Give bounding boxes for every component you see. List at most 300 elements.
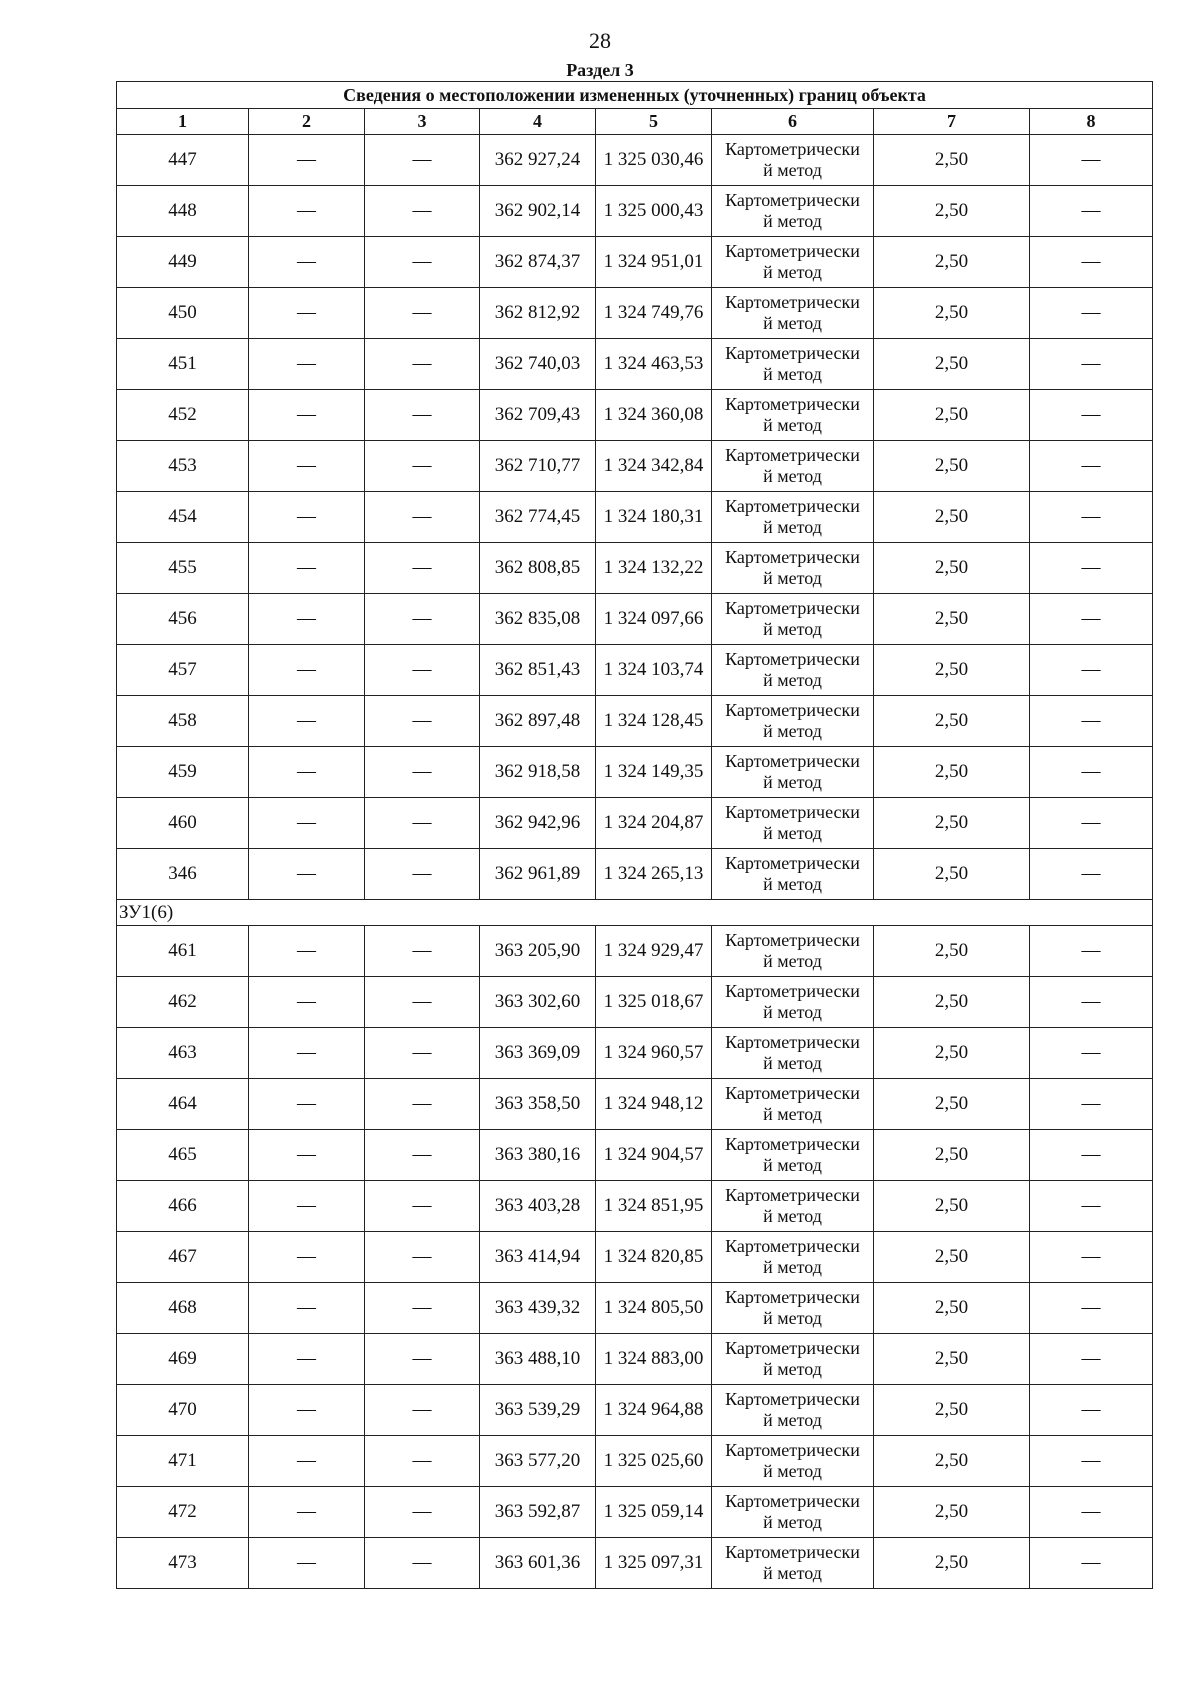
y-coordinate-cell: 1 324 149,35 xyxy=(596,747,712,798)
method-line: й метод xyxy=(763,517,822,537)
method-line: Картометрически xyxy=(725,1287,860,1307)
point-number-cell: 453 xyxy=(117,441,249,492)
y-coordinate-cell: 1 325 000,43 xyxy=(596,186,712,237)
table-row xyxy=(117,492,1153,543)
method-line: Картометрически xyxy=(725,343,860,363)
x-coordinate-cell: 363 369,09 xyxy=(480,1028,596,1079)
x-coordinate-cell: 362 835,08 xyxy=(480,594,596,645)
column-3-cell: — xyxy=(365,645,480,696)
method-line: Картометрически xyxy=(725,496,860,516)
table-row xyxy=(117,186,1153,237)
method-cell xyxy=(712,977,874,1028)
column-2-cell: — xyxy=(249,543,365,594)
accuracy-cell: 2,50 xyxy=(874,1232,1030,1283)
point-number-cell: 471 xyxy=(117,1436,249,1487)
method-line: й метод xyxy=(763,1206,822,1226)
accuracy-cell: 2,50 xyxy=(874,645,1030,696)
column-8-cell: — xyxy=(1030,1487,1153,1538)
method-line: Картометрически xyxy=(725,1491,860,1511)
method-line: й метод xyxy=(763,1410,822,1430)
column-8-cell: — xyxy=(1030,237,1153,288)
accuracy-cell: 2,50 xyxy=(874,543,1030,594)
method-line: Картометрически xyxy=(725,1134,860,1154)
method-cell xyxy=(712,135,874,186)
x-coordinate-cell: 362 710,77 xyxy=(480,441,596,492)
method-line: Картометрически xyxy=(725,241,860,261)
method-line: Картометрически xyxy=(725,547,860,567)
column-3-cell: — xyxy=(365,1538,480,1589)
x-coordinate-cell: 362 851,43 xyxy=(480,645,596,696)
table-row xyxy=(117,645,1153,696)
column-8-cell: — xyxy=(1030,926,1153,977)
column-header: 4 xyxy=(480,109,596,135)
table-row xyxy=(117,1283,1153,1334)
method-cell xyxy=(712,849,874,900)
column-8-cell: — xyxy=(1030,977,1153,1028)
accuracy-cell: 2,50 xyxy=(874,926,1030,977)
method-line: й метод xyxy=(763,262,822,282)
point-number-cell: 456 xyxy=(117,594,249,645)
method-line: й метод xyxy=(763,211,822,231)
table-row xyxy=(117,543,1153,594)
point-number-cell: 469 xyxy=(117,1334,249,1385)
method-line: й метод xyxy=(763,1053,822,1073)
method-cell xyxy=(712,747,874,798)
y-coordinate-cell: 1 324 851,95 xyxy=(596,1181,712,1232)
column-2-cell: — xyxy=(249,1028,365,1079)
accuracy-cell: 2,50 xyxy=(874,1130,1030,1181)
method-line: Картометрически xyxy=(725,700,860,720)
column-header: 7 xyxy=(874,109,1030,135)
column-3-cell: — xyxy=(365,1385,480,1436)
column-3-cell: — xyxy=(365,288,480,339)
column-header-row xyxy=(117,109,1153,135)
method-cell xyxy=(712,1385,874,1436)
method-line: Картометрически xyxy=(725,394,860,414)
column-8-cell: — xyxy=(1030,1028,1153,1079)
method-line: й метод xyxy=(763,772,822,792)
accuracy-cell: 2,50 xyxy=(874,186,1030,237)
column-3-cell: — xyxy=(365,1028,480,1079)
table-row xyxy=(117,747,1153,798)
accuracy-cell: 2,50 xyxy=(874,1283,1030,1334)
point-number-cell: 450 xyxy=(117,288,249,339)
y-coordinate-cell: 1 324 749,76 xyxy=(596,288,712,339)
method-line: Картометрически xyxy=(725,1440,860,1460)
column-2-cell: — xyxy=(249,798,365,849)
x-coordinate-cell: 362 927,24 xyxy=(480,135,596,186)
x-coordinate-cell: 362 961,89 xyxy=(480,849,596,900)
point-number-cell: 470 xyxy=(117,1385,249,1436)
point-number-cell: 468 xyxy=(117,1283,249,1334)
column-3-cell: — xyxy=(365,543,480,594)
accuracy-cell: 2,50 xyxy=(874,1436,1030,1487)
x-coordinate-cell: 362 709,43 xyxy=(480,390,596,441)
group-label: ЗУ1(6) xyxy=(117,900,1153,926)
y-coordinate-cell: 1 324 463,53 xyxy=(596,339,712,390)
method-line: Картометрически xyxy=(725,139,860,159)
point-number-cell: 346 xyxy=(117,849,249,900)
column-8-cell: — xyxy=(1030,492,1153,543)
table-row xyxy=(117,926,1153,977)
accuracy-cell: 2,50 xyxy=(874,594,1030,645)
x-coordinate-cell: 362 774,45 xyxy=(480,492,596,543)
column-2-cell: — xyxy=(249,1130,365,1181)
column-3-cell: — xyxy=(365,1487,480,1538)
method-cell xyxy=(712,543,874,594)
point-number-cell: 458 xyxy=(117,696,249,747)
method-cell xyxy=(712,492,874,543)
accuracy-cell: 2,50 xyxy=(874,1028,1030,1079)
table-body xyxy=(117,82,1153,1589)
column-8-cell: — xyxy=(1030,441,1153,492)
method-line: й метод xyxy=(763,1512,822,1532)
method-cell xyxy=(712,1130,874,1181)
column-8-cell: — xyxy=(1030,1334,1153,1385)
column-8-cell: — xyxy=(1030,645,1153,696)
method-line: Картометрически xyxy=(725,1338,860,1358)
point-number-cell: 448 xyxy=(117,186,249,237)
y-coordinate-cell: 1 325 097,31 xyxy=(596,1538,712,1589)
column-8-cell: — xyxy=(1030,1385,1153,1436)
column-3-cell: — xyxy=(365,977,480,1028)
method-line: Картометрически xyxy=(725,292,860,312)
column-3-cell: — xyxy=(365,1283,480,1334)
method-line: й метод xyxy=(763,568,822,588)
method-cell xyxy=(712,441,874,492)
column-8-cell: — xyxy=(1030,288,1153,339)
method-cell xyxy=(712,1079,874,1130)
column-8-cell: — xyxy=(1030,1130,1153,1181)
column-3-cell: — xyxy=(365,186,480,237)
column-8-cell: — xyxy=(1030,1538,1153,1589)
accuracy-cell: 2,50 xyxy=(874,441,1030,492)
table-row xyxy=(117,1232,1153,1283)
method-cell xyxy=(712,696,874,747)
table-caption: Сведения о местоположении измененных (уточненных) границ объекта xyxy=(117,82,1153,109)
point-number-cell: 463 xyxy=(117,1028,249,1079)
section-title: Раздел 3 xyxy=(566,60,634,80)
y-coordinate-cell: 1 325 025,60 xyxy=(596,1436,712,1487)
y-coordinate-cell: 1 325 018,67 xyxy=(596,977,712,1028)
column-3-cell: — xyxy=(365,492,480,543)
method-line: й метод xyxy=(763,313,822,333)
column-2-cell: — xyxy=(249,237,365,288)
x-coordinate-cell: 363 488,10 xyxy=(480,1334,596,1385)
column-header: 5 xyxy=(596,109,712,135)
column-2-cell: — xyxy=(249,1385,365,1436)
point-number-cell: 460 xyxy=(117,798,249,849)
column-header: 3 xyxy=(365,109,480,135)
accuracy-cell: 2,50 xyxy=(874,1079,1030,1130)
y-coordinate-cell: 1 324 964,88 xyxy=(596,1385,712,1436)
y-coordinate-cell: 1 324 265,13 xyxy=(596,849,712,900)
group-label-row xyxy=(117,900,1153,926)
table-row xyxy=(117,288,1153,339)
x-coordinate-cell: 362 874,37 xyxy=(480,237,596,288)
method-line: й метод xyxy=(763,823,822,843)
table-row xyxy=(117,237,1153,288)
column-3-cell: — xyxy=(365,237,480,288)
table-row xyxy=(117,1079,1153,1130)
table-row xyxy=(117,594,1153,645)
method-line: Картометрически xyxy=(725,930,860,950)
method-line: й метод xyxy=(763,1155,822,1175)
y-coordinate-cell: 1 324 128,45 xyxy=(596,696,712,747)
column-3-cell: — xyxy=(365,390,480,441)
column-8-cell: — xyxy=(1030,747,1153,798)
accuracy-cell: 2,50 xyxy=(874,1385,1030,1436)
point-number-cell: 472 xyxy=(117,1487,249,1538)
table-row xyxy=(117,696,1153,747)
accuracy-cell: 2,50 xyxy=(874,339,1030,390)
point-number-cell: 449 xyxy=(117,237,249,288)
column-header: 8 xyxy=(1030,109,1153,135)
column-2-cell: — xyxy=(249,288,365,339)
column-3-cell: — xyxy=(365,594,480,645)
column-header: 1 xyxy=(117,109,249,135)
column-header: 2 xyxy=(249,109,365,135)
table-row xyxy=(117,1130,1153,1181)
x-coordinate-cell: 363 601,36 xyxy=(480,1538,596,1589)
method-line: Картометрически xyxy=(725,445,860,465)
column-8-cell: — xyxy=(1030,1436,1153,1487)
column-8-cell: — xyxy=(1030,543,1153,594)
x-coordinate-cell: 363 577,20 xyxy=(480,1436,596,1487)
point-number-cell: 452 xyxy=(117,390,249,441)
table-row xyxy=(117,1181,1153,1232)
column-8-cell: — xyxy=(1030,1232,1153,1283)
table-row xyxy=(117,977,1153,1028)
accuracy-cell: 2,50 xyxy=(874,237,1030,288)
x-coordinate-cell: 362 897,48 xyxy=(480,696,596,747)
method-line: й метод xyxy=(763,1563,822,1583)
accuracy-cell: 2,50 xyxy=(874,492,1030,543)
column-2-cell: — xyxy=(249,645,365,696)
method-cell xyxy=(712,339,874,390)
method-line: й метод xyxy=(763,1461,822,1481)
method-cell xyxy=(712,1028,874,1079)
column-8-cell: — xyxy=(1030,186,1153,237)
method-cell xyxy=(712,1334,874,1385)
method-cell xyxy=(712,1538,874,1589)
column-2-cell: — xyxy=(249,594,365,645)
table-row xyxy=(117,441,1153,492)
method-line: Картометрически xyxy=(725,802,860,822)
method-cell xyxy=(712,798,874,849)
x-coordinate-cell: 362 740,03 xyxy=(480,339,596,390)
method-cell xyxy=(712,645,874,696)
x-coordinate-cell: 362 942,96 xyxy=(480,798,596,849)
x-coordinate-cell: 363 380,16 xyxy=(480,1130,596,1181)
method-line: й метод xyxy=(763,951,822,971)
point-number-cell: 447 xyxy=(117,135,249,186)
column-8-cell: — xyxy=(1030,135,1153,186)
coordinates-table xyxy=(116,81,1153,1589)
column-2-cell: — xyxy=(249,441,365,492)
column-2-cell: — xyxy=(249,390,365,441)
y-coordinate-cell: 1 324 904,57 xyxy=(596,1130,712,1181)
x-coordinate-cell: 363 403,28 xyxy=(480,1181,596,1232)
column-2-cell: — xyxy=(249,1181,365,1232)
column-3-cell: — xyxy=(365,1334,480,1385)
method-line: Картометрически xyxy=(725,1542,860,1562)
column-8-cell: — xyxy=(1030,1079,1153,1130)
accuracy-cell: 2,50 xyxy=(874,1487,1030,1538)
column-8-cell: — xyxy=(1030,849,1153,900)
x-coordinate-cell: 362 808,85 xyxy=(480,543,596,594)
column-3-cell: — xyxy=(365,1436,480,1487)
column-3-cell: — xyxy=(365,1079,480,1130)
column-2-cell: — xyxy=(249,135,365,186)
table-row xyxy=(117,1538,1153,1589)
page-number: 28 xyxy=(589,28,611,53)
y-coordinate-cell: 1 324 805,50 xyxy=(596,1283,712,1334)
method-line: Картометрически xyxy=(725,1185,860,1205)
point-number-cell: 451 xyxy=(117,339,249,390)
method-line: й метод xyxy=(763,619,822,639)
column-3-cell: — xyxy=(365,747,480,798)
accuracy-cell: 2,50 xyxy=(874,288,1030,339)
method-line: Картометрически xyxy=(725,1083,860,1103)
column-2-cell: — xyxy=(249,926,365,977)
table-row xyxy=(117,1028,1153,1079)
y-coordinate-cell: 1 324 360,08 xyxy=(596,390,712,441)
method-cell xyxy=(712,926,874,977)
column-8-cell: — xyxy=(1030,339,1153,390)
method-cell xyxy=(712,186,874,237)
column-3-cell: — xyxy=(365,441,480,492)
y-coordinate-cell: 1 324 342,84 xyxy=(596,441,712,492)
table-row xyxy=(117,135,1153,186)
column-2-cell: — xyxy=(249,747,365,798)
y-coordinate-cell: 1 324 820,85 xyxy=(596,1232,712,1283)
method-cell xyxy=(712,1283,874,1334)
point-number-cell: 465 xyxy=(117,1130,249,1181)
table-row xyxy=(117,390,1153,441)
method-cell xyxy=(712,594,874,645)
point-number-cell: 457 xyxy=(117,645,249,696)
method-line: й метод xyxy=(763,1308,822,1328)
column-3-cell: — xyxy=(365,135,480,186)
column-2-cell: — xyxy=(249,1436,365,1487)
method-line: й метод xyxy=(763,721,822,741)
y-coordinate-cell: 1 324 951,01 xyxy=(596,237,712,288)
method-line: Картометрически xyxy=(725,649,860,669)
y-coordinate-cell: 1 324 960,57 xyxy=(596,1028,712,1079)
x-coordinate-cell: 362 918,58 xyxy=(480,747,596,798)
y-coordinate-cell: 1 324 204,87 xyxy=(596,798,712,849)
y-coordinate-cell: 1 324 883,00 xyxy=(596,1334,712,1385)
column-3-cell: — xyxy=(365,339,480,390)
point-number-cell: 461 xyxy=(117,926,249,977)
column-2-cell: — xyxy=(249,977,365,1028)
point-number-cell: 467 xyxy=(117,1232,249,1283)
y-coordinate-cell: 1 324 180,31 xyxy=(596,492,712,543)
point-number-cell: 464 xyxy=(117,1079,249,1130)
method-line: Картометрически xyxy=(725,1032,860,1052)
column-2-cell: — xyxy=(249,1079,365,1130)
table-row xyxy=(117,1436,1153,1487)
x-coordinate-cell: 363 205,90 xyxy=(480,926,596,977)
column-2-cell: — xyxy=(249,339,365,390)
column-8-cell: — xyxy=(1030,798,1153,849)
accuracy-cell: 2,50 xyxy=(874,1334,1030,1385)
y-coordinate-cell: 1 324 929,47 xyxy=(596,926,712,977)
accuracy-cell: 2,50 xyxy=(874,1181,1030,1232)
accuracy-cell: 2,50 xyxy=(874,747,1030,798)
y-coordinate-cell: 1 325 059,14 xyxy=(596,1487,712,1538)
method-line: й метод xyxy=(763,1359,822,1379)
column-3-cell: — xyxy=(365,1232,480,1283)
table-caption-row xyxy=(117,82,1153,109)
column-2-cell: — xyxy=(249,696,365,747)
method-line: й метод xyxy=(763,364,822,384)
column-8-cell: — xyxy=(1030,696,1153,747)
point-number-cell: 466 xyxy=(117,1181,249,1232)
column-2-cell: — xyxy=(249,849,365,900)
column-2-cell: — xyxy=(249,492,365,543)
x-coordinate-cell: 362 902,14 xyxy=(480,186,596,237)
column-2-cell: — xyxy=(249,1283,365,1334)
method-line: Картометрически xyxy=(725,981,860,1001)
accuracy-cell: 2,50 xyxy=(874,1538,1030,1589)
x-coordinate-cell: 363 358,50 xyxy=(480,1079,596,1130)
column-3-cell: — xyxy=(365,696,480,747)
point-number-cell: 473 xyxy=(117,1538,249,1589)
column-8-cell: — xyxy=(1030,1181,1153,1232)
method-cell xyxy=(712,237,874,288)
method-cell xyxy=(712,288,874,339)
table-row xyxy=(117,1385,1153,1436)
accuracy-cell: 2,50 xyxy=(874,849,1030,900)
point-number-cell: 455 xyxy=(117,543,249,594)
method-cell xyxy=(712,1181,874,1232)
method-line: й метод xyxy=(763,466,822,486)
x-coordinate-cell: 363 539,29 xyxy=(480,1385,596,1436)
column-header: 6 xyxy=(712,109,874,135)
method-line: Картометрически xyxy=(725,853,860,873)
column-2-cell: — xyxy=(249,1487,365,1538)
column-2-cell: — xyxy=(249,1334,365,1385)
accuracy-cell: 2,50 xyxy=(874,977,1030,1028)
method-line: й метод xyxy=(763,1002,822,1022)
x-coordinate-cell: 363 439,32 xyxy=(480,1283,596,1334)
column-8-cell: — xyxy=(1030,390,1153,441)
method-cell xyxy=(712,1487,874,1538)
column-2-cell: — xyxy=(249,186,365,237)
method-line: Картометрически xyxy=(725,190,860,210)
accuracy-cell: 2,50 xyxy=(874,135,1030,186)
x-coordinate-cell: 362 812,92 xyxy=(480,288,596,339)
point-number-cell: 462 xyxy=(117,977,249,1028)
accuracy-cell: 2,50 xyxy=(874,696,1030,747)
method-line: й метод xyxy=(763,160,822,180)
column-2-cell: — xyxy=(249,1538,365,1589)
table-row xyxy=(117,1487,1153,1538)
y-coordinate-cell: 1 324 097,66 xyxy=(596,594,712,645)
column-2-cell: — xyxy=(249,1232,365,1283)
y-coordinate-cell: 1 324 103,74 xyxy=(596,645,712,696)
table-row xyxy=(117,1334,1153,1385)
table-row xyxy=(117,849,1153,900)
point-number-cell: 454 xyxy=(117,492,249,543)
x-coordinate-cell: 363 592,87 xyxy=(480,1487,596,1538)
y-coordinate-cell: 1 324 948,12 xyxy=(596,1079,712,1130)
method-line: Картометрически xyxy=(725,1236,860,1256)
method-line: Картометрически xyxy=(725,1389,860,1409)
point-number-cell: 459 xyxy=(117,747,249,798)
